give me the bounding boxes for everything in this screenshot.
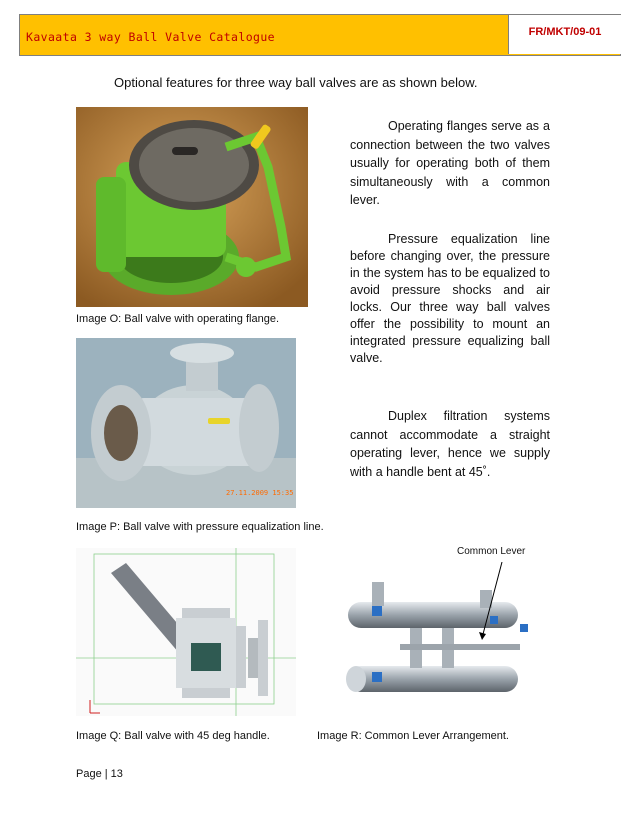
image-q-drawing <box>76 548 296 716</box>
image-o-photo <box>76 107 308 307</box>
image-p-photo <box>76 338 296 508</box>
paragraph-pressure-equalization: Pressure equalization line before changing over, the pressure in the system has to be equalized to avoid pressure shocks and air locks. Our three way ball valves offer the possibility to mount an integrated pressure equalizing ball valve. <box>350 232 550 365</box>
intro-text: Optional features for three way ball valves are as shown below. <box>114 75 478 90</box>
photo-timestamp: 27.11.2009 15:35 <box>226 489 294 497</box>
document-code: FR/MKT/09-01 <box>508 15 621 54</box>
paragraph-operating-flanges: Operating flanges serve as a connection between the two valves usually for operating both of them simultaneously with a common lever. <box>350 119 550 207</box>
caption-image-o: Image O: Ball valve with operating flange. <box>76 313 280 325</box>
caption-image-r: Image R: Common Lever Arrangement. <box>317 730 509 742</box>
catalogue-title: Kavaata 3 way Ball Valve Catalogue <box>26 30 276 44</box>
callout-common-lever: Common Lever <box>457 546 526 557</box>
page-number: Page | 13 <box>76 768 123 780</box>
caption-image-p: Image P: Ball valve with pressure equalization line. <box>76 521 324 533</box>
caption-image-q: Image Q: Ball valve with 45 deg handle. <box>76 730 270 742</box>
image-r-photo <box>330 562 540 714</box>
page-header <box>19 14 621 56</box>
paragraph-duplex: Duplex filtration systems cannot accommodate a straight operating lever, hence we supply with a handle bent at 45˚. <box>350 409 550 479</box>
